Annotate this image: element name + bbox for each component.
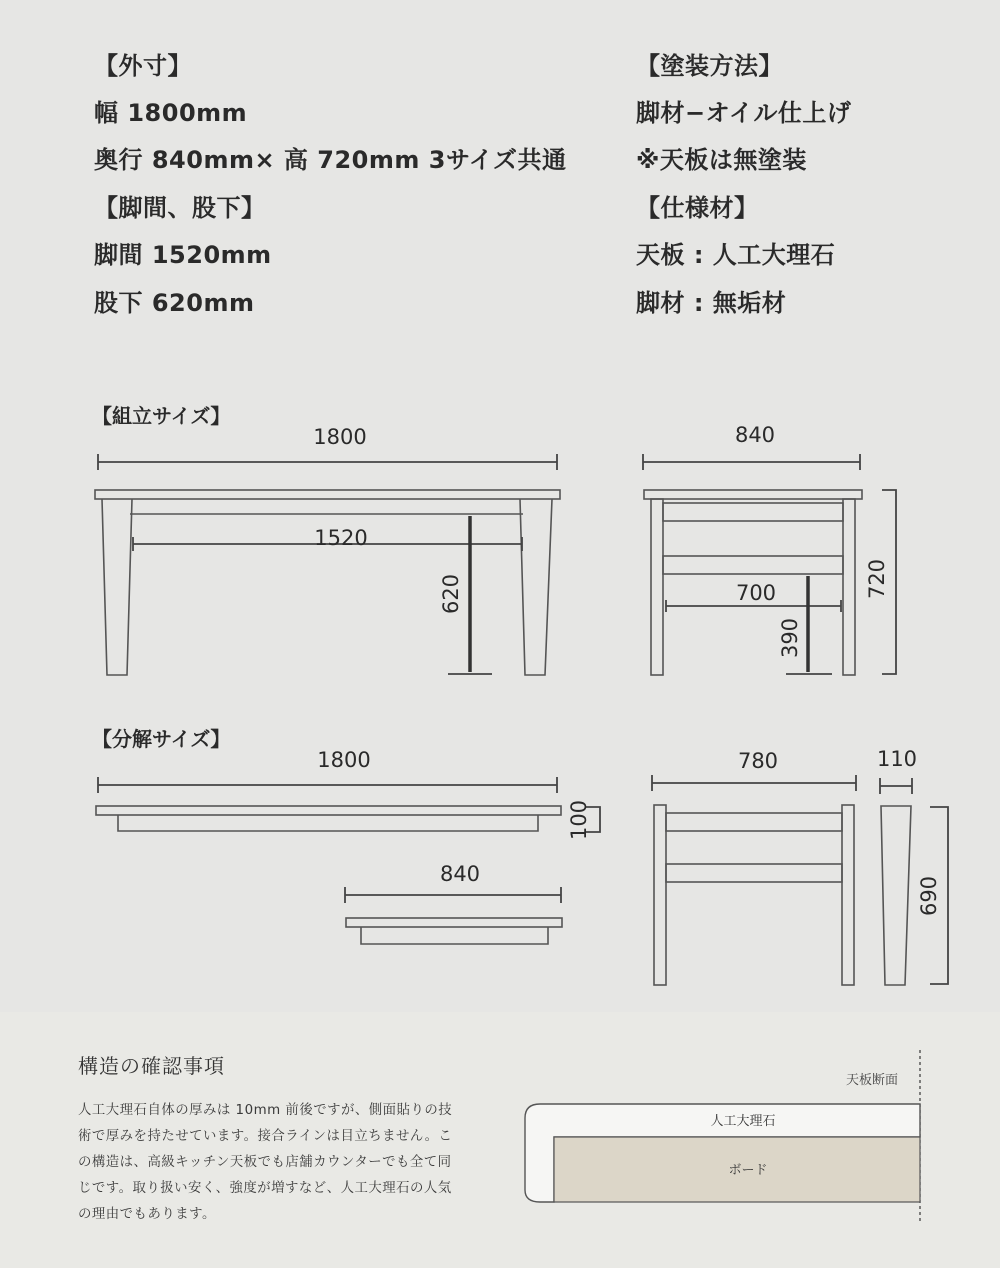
structure-text-line: 術で厚みを持たせています。接合ラインは目立ちません。こ xyxy=(78,1129,453,1144)
spec-left-4: 脚間 1520mm xyxy=(94,241,272,269)
disassembled-label: 【分解サイズ】 xyxy=(92,727,231,751)
structure-text-line: 人工大理石自体の厚みは 10mm 前後ですが、側面貼りの技 xyxy=(78,1103,453,1118)
spec-left-5: 股下 620mm xyxy=(94,289,255,317)
dim-short-top-length: 840 xyxy=(439,862,481,886)
dim-leg-span: 1520 xyxy=(314,526,368,550)
dim-side-height: 720 xyxy=(865,558,889,600)
dim-frame-height: 690 xyxy=(917,875,941,917)
dim-leg-clearance: 620 xyxy=(439,573,463,615)
disassembled-leg xyxy=(877,747,948,985)
dim-frame-width: 780 xyxy=(737,749,779,773)
assembled-side-view xyxy=(643,423,896,675)
spec-left-2: 奥行 840mm× 高 720mm 3サイズ共通 xyxy=(94,146,567,174)
structure-title: 構造の確認事項 xyxy=(78,1054,225,1078)
dim-side-inner: 700 xyxy=(735,581,777,605)
spec-right-2: ※天板は無塗装 xyxy=(636,146,807,174)
dim-leg-width: 110 xyxy=(876,747,918,771)
spec-right-5: 脚材 : 無垢材 xyxy=(636,289,787,317)
disassembled-long-top xyxy=(96,748,600,840)
section-caption: 天板断面 xyxy=(846,1073,899,1088)
layer-board-label: ボード xyxy=(728,1163,768,1178)
assembled-label: 【組立サイズ】 xyxy=(92,404,231,428)
cross-section-diagram xyxy=(0,1012,1000,1268)
spec-right-4: 天板 : 人工大理石 xyxy=(636,241,836,269)
dim-side-depth: 840 xyxy=(734,423,776,447)
assembled-front-view xyxy=(95,425,560,675)
spec-left-1: 幅 1800mm xyxy=(94,99,248,127)
disassembled-short-top xyxy=(345,862,562,944)
spec-right-0: 【塗装方法】 xyxy=(636,52,783,80)
spec-right-3: 【仕様材】 xyxy=(636,194,759,222)
spec-right-1: 脚材−オイル仕上げ xyxy=(636,99,852,127)
structure-text-line: の構造は、高級キッチン天板でも店舗カウンターでも全て同 xyxy=(78,1155,452,1170)
spec-left-3: 【脚間、股下】 xyxy=(94,194,266,222)
structure-text-line: じです。取り扱い安く、強度が増すなど、人工大理石の人気 xyxy=(78,1181,452,1196)
disassembled-frame xyxy=(652,749,856,985)
layer-marble-label: 人工大理石 xyxy=(710,1114,776,1129)
dim-front-width: 1800 xyxy=(313,425,367,449)
dim-top-thickness: 100 xyxy=(567,799,591,841)
structure-text-line: の理由でもあります。 xyxy=(78,1207,216,1222)
dim-top-length: 1800 xyxy=(317,748,371,772)
dim-side-clearance: 390 xyxy=(778,617,802,659)
spec-left-0: 【外寸】 xyxy=(94,52,192,80)
